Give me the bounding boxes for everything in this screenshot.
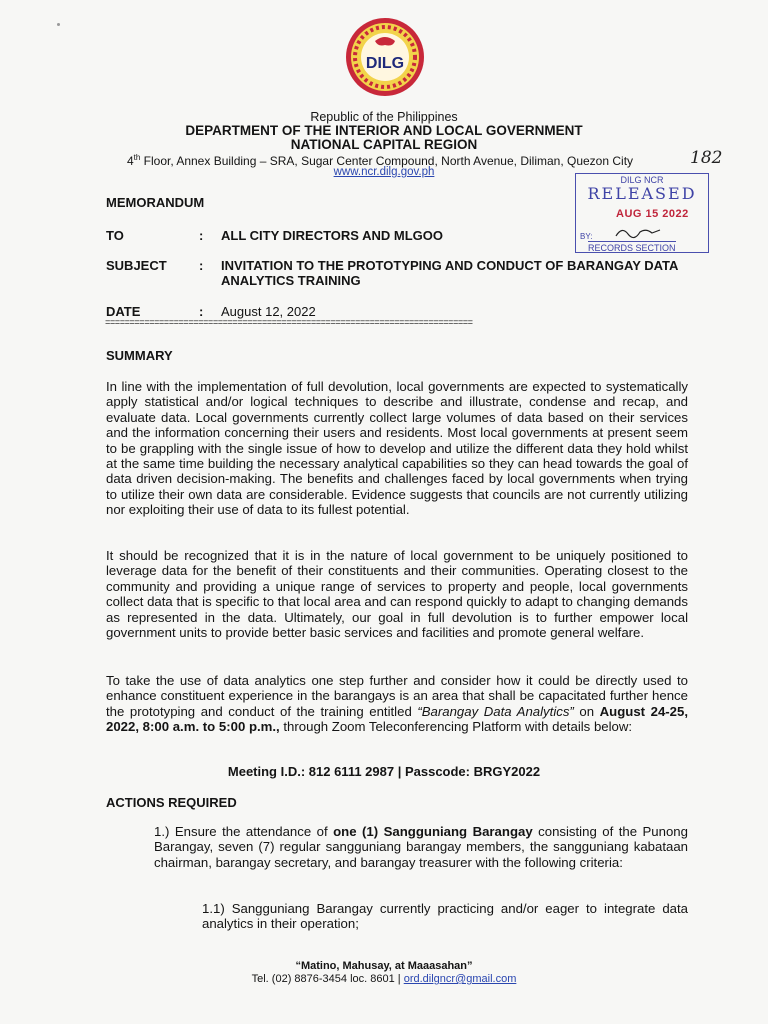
date-colon: : xyxy=(199,304,204,319)
released-stamp xyxy=(575,173,709,253)
office-address: 4th Floor, Annex Building – SRA, Sugar Center Compound, North Avenue, Diliman, Quezon City xyxy=(126,153,634,168)
website-link[interactable]: www.ncr.dilg.gov.ph xyxy=(333,166,435,178)
handwritten-number: 182 xyxy=(690,148,723,168)
training-schedule: August 24-25, 2022, 8:00 a.m. to 5:00 p.m., xyxy=(106,703,689,735)
divider-rule: =========================================================================== xyxy=(105,318,473,328)
department-name: DEPARTMENT OF THE INTERIOR AND LOCAL GOVERNMENT xyxy=(185,123,583,138)
footer-contact: Tel. (02) 8876-3454 loc. 8601 | ord.dilgncr@gmail.com xyxy=(251,973,517,985)
training-title: “Barangay Data Analytics” xyxy=(417,703,574,719)
region-name: NATIONAL CAPITAL REGION xyxy=(290,137,478,152)
dilg-seal-logo xyxy=(345,17,425,97)
summary-paragraph-1: In line with the implementation of full devolution, local governments are expected to systematically apply statistical and/or logical techniques to describe and illustrate, condense and recap, and evaluate data. Local governments currently collect large volumes of data based on their services and the information concerning their users and residents. Most local governments at present seem to be grappling with the single issue of how to develop and utilize the different data they hold whilst at the same time building the necessary analytical capabilities so they can head towards the goal of data driven decision-making. The benefits and challenges faced by local governments when trying to utilize their own data are considerable. Evidence suggests that councils are not currently utilizing nor exploiting their use of data to its fullest potential. xyxy=(106,379,688,518)
stamp-status: RELEASED xyxy=(587,184,697,203)
criteria-item-1-1: 1.1) Sangguniang Barangay currently practicing and/or eager to integrate data analytics in their operation; xyxy=(202,901,688,932)
subject-value: INVITATION TO THE PROTOTYPING AND CONDUCT OF BARANGAY DATA ANALYTICS TRAINING xyxy=(221,258,678,288)
scan-speck xyxy=(57,23,60,26)
actions-heading: ACTIONS REQUIRED xyxy=(106,795,237,810)
stamp-date: AUG 15 2022 xyxy=(616,208,689,220)
attendance-requirement: one (1) Sangguniang Barangay xyxy=(333,824,533,839)
stamp-section: RECORDS SECTION xyxy=(588,243,676,253)
summary-heading: SUMMARY xyxy=(106,348,173,363)
date-value: August 12, 2022 xyxy=(221,304,316,319)
stamp-by: BY: xyxy=(580,232,593,241)
footer-email-link[interactable]: ord.dilgncr@gmail.com xyxy=(403,973,517,985)
footer-motto: “Matino, Mahusay, at Maaasahan” xyxy=(295,960,473,972)
meeting-details: Meeting I.D.: 812 6111 2987 | Passcode: BRGY2022 xyxy=(227,764,541,779)
to-label: TO xyxy=(106,228,124,243)
memo-title: MEMORANDUM xyxy=(106,195,205,210)
to-colon: : xyxy=(199,228,204,243)
summary-paragraph-2: It should be recognized that it is in the nature of local government to be uniquely positioned to leverage data for the benefit of their constituents and their communities. Operating closest to the community and providing a unique range of services to property and people, local governments collect data that is specific to that local area and can respond quickly to adapt to changing demands as represented in the data. Ultimately, our goal in full devolution is to further empower local government units to provide better basic services and facilities and promote general welfare. xyxy=(106,548,688,641)
subject-colon: : xyxy=(199,258,204,273)
to-value: ALL CITY DIRECTORS AND MLGOO xyxy=(221,228,443,243)
stamp-office: DILG NCR xyxy=(620,175,664,185)
signature-scribble xyxy=(614,224,664,240)
summary-paragraph-3: To take the use of data analytics one step further and consider how it could be directly used to enhance constituent experience in the barangays is an area that shall be capacitated further hence the prototyping and conduct of the training entitled “Barangay Data Analytics” on August 24-25, 2022, 8:00 a.m. to 5:00 p.m., through Zoom Teleconferencing Platform with details below: xyxy=(106,673,689,735)
date-label: DATE xyxy=(106,304,141,319)
republic-line: Republic of the Philippines xyxy=(310,110,458,124)
svg-text:DILG: DILG xyxy=(365,55,405,72)
subject-label: SUBJECT xyxy=(106,258,167,273)
action-item-1: 1.) Ensure the attendance of one (1) Sangguniang Barangay consisting of the Punong Barangay, seven (7) regular sangguniang barangay members, the sangguniang kabataan chairman, barangay secretary, and barangay treasurer with the following criteria: xyxy=(154,824,688,870)
